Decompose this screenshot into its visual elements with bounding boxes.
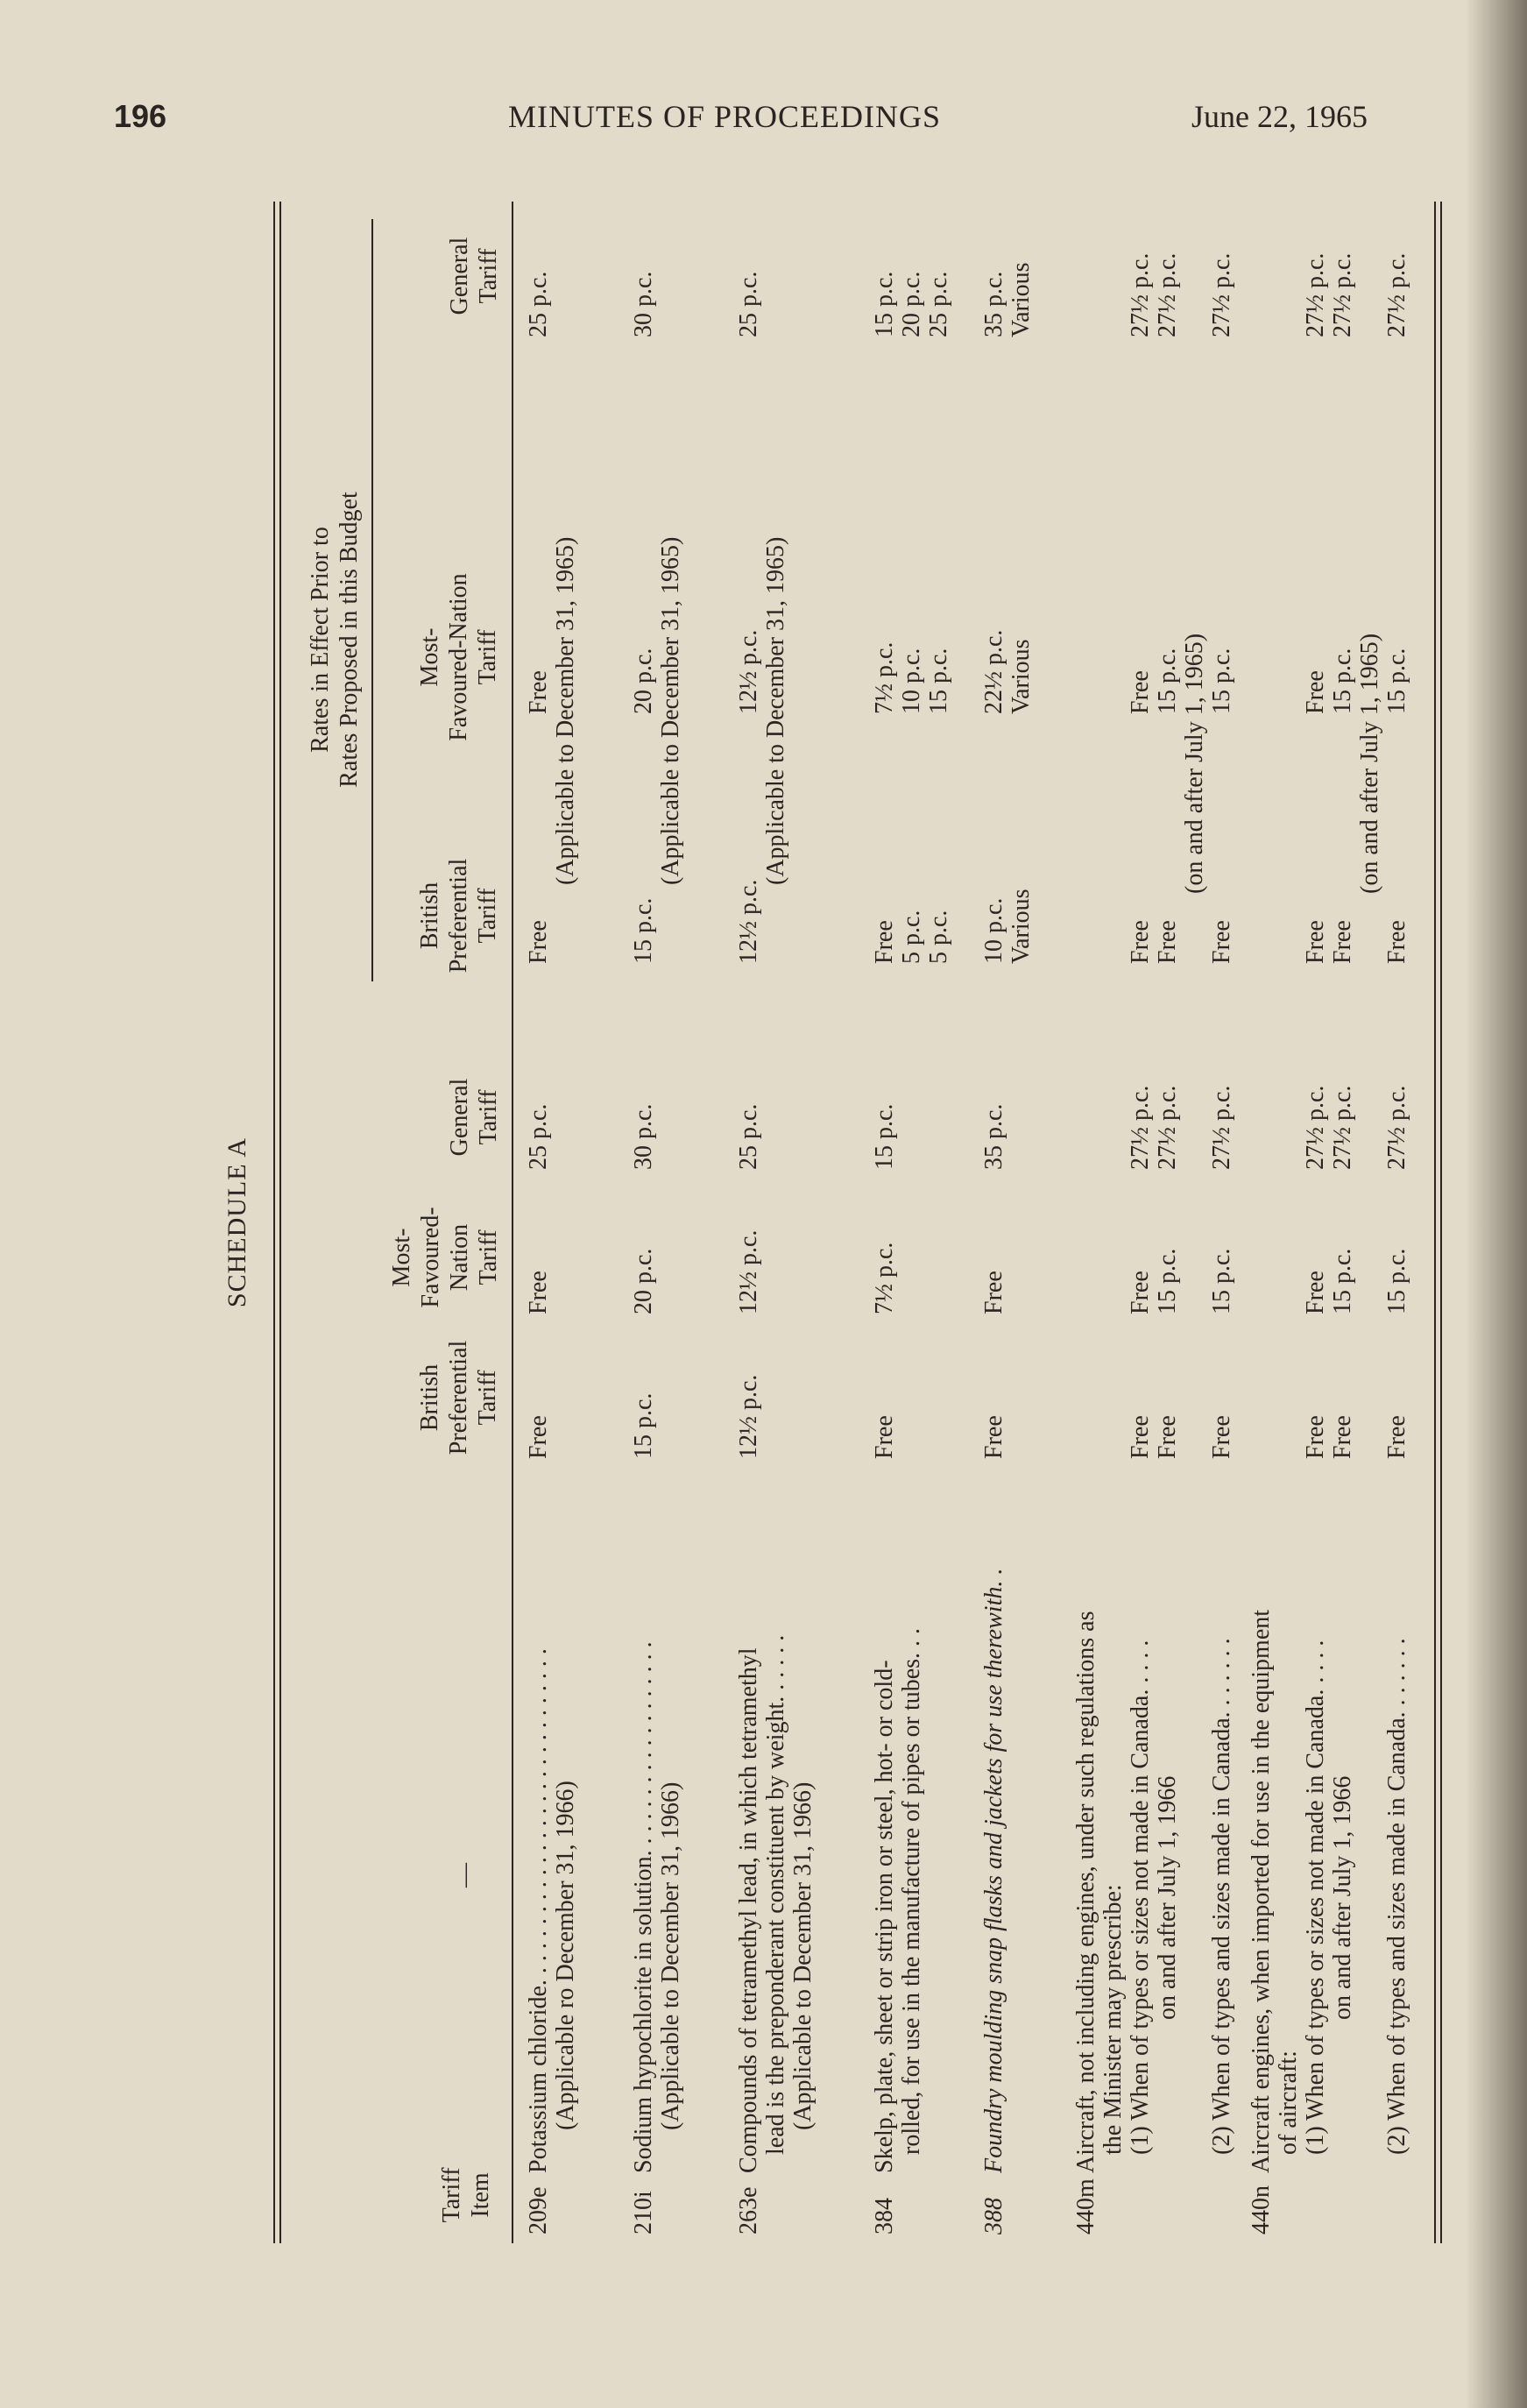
item-description: (Applicable to December 31, 1966) [657, 1781, 684, 2173]
rate-pmfn: (on and after July 1, 1965) [1181, 633, 1208, 894]
page-date: June 22, 1965 [1191, 99, 1368, 134]
rate-bp: Free [1329, 1415, 1356, 1459]
rate-bp: Free [1154, 1415, 1181, 1459]
rate-pbp: Free [1154, 920, 1181, 964]
header-bp: British Preferential Tariff [416, 1340, 501, 1455]
rate-pgen: 35 p.c. [980, 271, 1007, 337]
rate-gen: 27½ p.c. [1154, 1085, 1181, 1170]
item-description: Aircraft engines, when imported for use in the equipment [1248, 1609, 1275, 2173]
item-description: (1) When of types or sizes not made in Canada. . . . . [1302, 1640, 1329, 2173]
rate-mfn: Free [1302, 1271, 1329, 1314]
rate-pmfn: 10 p.c. [898, 648, 925, 714]
rate-pgen: 27½ p.c. [1302, 252, 1329, 337]
rate-pbp: Free [871, 920, 898, 964]
rate-mfn: 15 p.c. [1208, 1248, 1235, 1314]
running-title: MINUTES OF PROCEEDINGS [508, 99, 942, 134]
item-description: Aircraft, not including engines, under such regulations as [1072, 1611, 1099, 2173]
rate-pgen: 25 p.c. [925, 271, 952, 337]
rate-pgen: 15 p.c. [871, 271, 898, 337]
schedule-title: SCHEDULE A [223, 1137, 251, 1308]
rate-pgen: 27½ p.c. [1329, 252, 1356, 337]
header-general: General Tariff [446, 1078, 502, 1157]
bottom-rule-2 [1434, 202, 1436, 2243]
tariff-item-number: 440n [1248, 2185, 1275, 2234]
rate-pbp: Free [1383, 920, 1410, 964]
rate-gen: 27½ p.c. [1208, 1085, 1235, 1170]
rate-pbp: Free [1329, 920, 1356, 964]
page-edge-shadow [1466, 0, 1527, 2408]
item-description: (Applicable to December 31, 1966) [789, 1781, 817, 2173]
item-description: Potassium chloride. . . . . . . . . . . . . . . . . . . . . . . . . . . . [525, 1648, 552, 2173]
rate-pmfn: 15 p.c. [1329, 648, 1356, 714]
rate-pgen: 20 p.c. [898, 271, 925, 337]
rate-gen: 35 p.c. [980, 1103, 1007, 1170]
rate-gen: 25 p.c. [735, 1103, 762, 1170]
rate-pbp: Various [1007, 889, 1035, 964]
rate-pbp: 5 p.c. [925, 910, 952, 964]
rate-gen: 30 p.c. [630, 1103, 657, 1170]
rate-pgen: 27½ p.c. [1383, 252, 1410, 337]
header-description: — [451, 1863, 478, 1887]
tariff-item-number: 440m [1072, 2178, 1099, 2234]
rate-pbp: 5 p.c. [898, 910, 925, 964]
rate-pgen: 30 p.c. [630, 271, 657, 337]
rate-pgen: 27½ p.c. [1127, 252, 1154, 337]
rate-pmfn: 15 p.c. [1208, 648, 1235, 714]
tariff-item-number: 388 [980, 2198, 1007, 2234]
rate-pbp: Free [1127, 920, 1154, 964]
rate-gen: 27½ p.c. [1383, 1085, 1410, 1170]
top-rule [273, 202, 275, 2243]
item-description: Skelp, plate, sheet or strip iron or steel, hot- or cold- [871, 1660, 898, 2173]
page-header [0, 98, 1527, 142]
top-rule-2 [279, 202, 281, 2243]
rate-pbp: 15 p.c. [630, 897, 657, 964]
rate-bp: Free [871, 1415, 898, 1459]
rate-pbp: 10 p.c. [980, 897, 1007, 964]
rate-pbp: Free [525, 920, 552, 964]
rate-mfn: 12½ p.c. [735, 1229, 762, 1314]
applicability-note: (Applicable to December 31, 1965) [552, 536, 579, 885]
rate-mfn: 15 p.c. [1383, 1248, 1410, 1314]
rate-bp: Free [1302, 1415, 1329, 1459]
bottom-rule [1440, 202, 1442, 2243]
tariff-item-number: 209e [525, 2186, 552, 2234]
item-description: (1) When of types or sizes not made in Canada. . . . . [1127, 1640, 1154, 2173]
rate-gen: 27½ p.c. [1302, 1085, 1329, 1170]
rate-pgen: 27½ p.c. [1208, 252, 1235, 337]
rate-gen: 27½ p.c. [1329, 1085, 1356, 1170]
rate-mfn: Free [1127, 1271, 1154, 1314]
rate-gen: 25 p.c. [525, 1103, 552, 1170]
item-description: Compounds of tetramethyl lead, in which tetramethyl [735, 1647, 762, 2173]
header-prior-group: Rates in Effect Prior to Rates Proposed in this Budget [307, 492, 363, 788]
schedule-table [223, 202, 1449, 2243]
rate-pmfn: Various [1007, 639, 1035, 714]
item-description: Sodium hypochlorite in solution. . . . . . . . . . . . . . . . . . [630, 1641, 657, 2173]
group-rule [371, 219, 373, 981]
header-prior-bp: British Preferential Tariff [416, 858, 501, 974]
rate-bp: 12½ p.c. [735, 1374, 762, 1459]
rate-pmfn: 22½ p.c. [980, 629, 1007, 714]
rate-bp: Free [1208, 1415, 1235, 1459]
rate-pmfn: 7½ p.c. [871, 641, 898, 714]
item-description: (2) When of types and sizes made in Canada. . . . . . . [1208, 1638, 1235, 2173]
rate-bp: Free [980, 1415, 1007, 1459]
rate-mfn: 7½ p.c. [871, 1242, 898, 1314]
header-prior-general: General Tariff [446, 237, 502, 315]
rate-bp: Free [1127, 1415, 1154, 1459]
rate-pbp: Free [1302, 920, 1329, 964]
item-description: on and after July 1, 1966 [1154, 1775, 1181, 2173]
item-description: on and after July 1, 1966 [1329, 1775, 1356, 2173]
item-description: the Minister may prescribe: [1099, 1884, 1127, 2173]
page-number: 196 [114, 98, 167, 134]
applicability-note: (Applicable to December 31, 1965) [762, 536, 789, 885]
rate-mfn: Free [525, 1271, 552, 1314]
header-mfn: Most- Favoured- Nation Tariff [388, 1207, 502, 1308]
rate-pmfn: 15 p.c. [1154, 648, 1181, 714]
rate-pmfn: Free [1127, 670, 1154, 714]
item-description: lead is the preponderant constituent by weight. . . . . . [762, 1634, 789, 2173]
rate-pmfn: (on and after July 1, 1965) [1356, 633, 1383, 894]
rate-mfn: 15 p.c. [1329, 1248, 1356, 1314]
rate-bp: 15 p.c. [630, 1392, 657, 1459]
rate-gen: 27½ p.c. [1127, 1085, 1154, 1170]
header-tariff-item: Tariff Item [438, 2167, 494, 2223]
rate-pgen: 27½ p.c. [1154, 252, 1181, 337]
header-prior-mfn: Most- Favoured-Nation Tariff [416, 573, 501, 741]
rate-pmfn: 20 p.c. [630, 648, 657, 714]
item-description: of aircraft: [1275, 2050, 1302, 2173]
rate-pmfn: 15 p.c. [925, 648, 952, 714]
rate-bp: Free [1383, 1415, 1410, 1459]
rate-bp: Free [525, 1415, 552, 1459]
rate-mfn: 15 p.c. [1154, 1248, 1181, 1314]
tariff-item-number: 210i [630, 2191, 657, 2234]
rate-pmfn: Free [525, 670, 552, 714]
rate-pgen: 25 p.c. [735, 271, 762, 337]
rate-pmfn: 12½ p.c. [735, 629, 762, 714]
tariff-item-number: 384 [871, 2198, 898, 2234]
item-description: (Applicable ro December 31, 1966) [552, 1781, 579, 2173]
rate-gen: 15 p.c. [871, 1103, 898, 1170]
rate-pgen: Various [1007, 262, 1035, 337]
rate-pgen: 25 p.c. [525, 271, 552, 337]
header-rule [512, 202, 513, 2243]
rate-pbp: 12½ p.c. [735, 879, 762, 964]
rate-mfn: Free [980, 1271, 1007, 1314]
applicability-note: (Applicable to December 31, 1965) [657, 536, 684, 885]
rate-pbp: Free [1208, 920, 1235, 964]
item-description: Foundry moulding snap flasks and jackets for use therewith. . [980, 1568, 1007, 2173]
tariff-item-number: 263e [735, 2186, 762, 2234]
rate-mfn: 20 p.c. [630, 1248, 657, 1314]
rate-pmfn: 15 p.c. [1383, 648, 1410, 714]
rate-pmfn: Free [1302, 670, 1329, 714]
item-description: (2) When of types and sizes made in Canada. . . . . . . [1383, 1638, 1410, 2173]
item-description: rolled, for use in the manufacture of pipes or tubes. . . [898, 1627, 925, 2173]
